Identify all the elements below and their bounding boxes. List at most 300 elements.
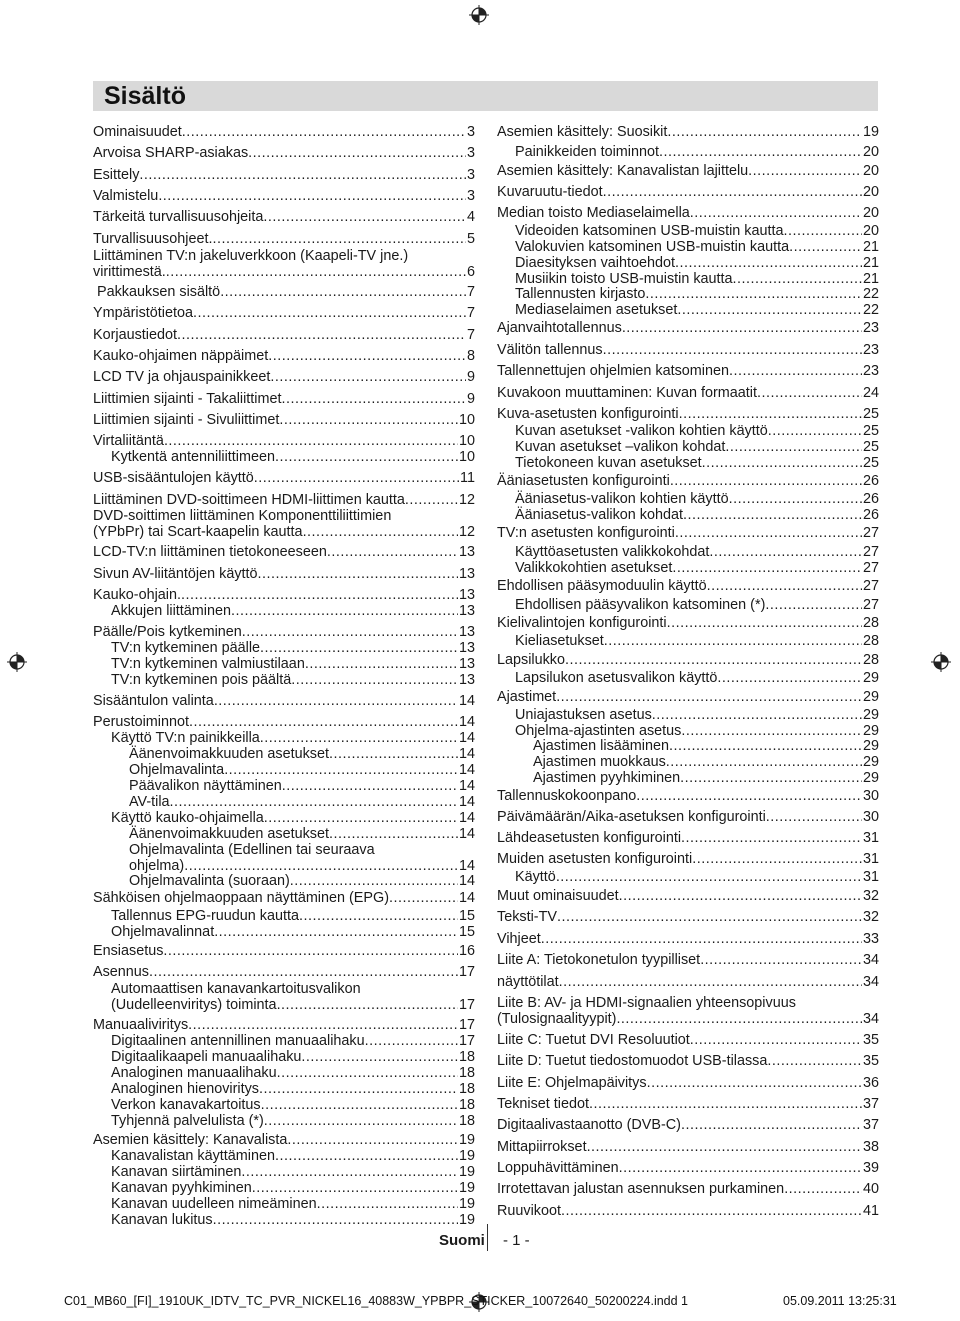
toc-page-number: 7 (466, 327, 475, 343)
toc-entry-title: Ehdollisen pääsymoduulin käyttö (497, 578, 707, 594)
toc-entry[interactable] (497, 525, 879, 541)
toc-dot-leader (541, 931, 862, 947)
toc-entry[interactable] (93, 1049, 475, 1065)
toc-page-number: 13 (458, 544, 475, 560)
toc-page-number: 23 (862, 342, 879, 358)
toc-entry[interactable] (93, 640, 475, 656)
toc-entry[interactable] (497, 1096, 879, 1112)
toc-entry[interactable] (497, 670, 879, 686)
toc-entry[interactable] (497, 909, 879, 925)
toc-entry-title: Asemien käsittely: Kanavalista (93, 1132, 288, 1148)
toc-dot-leader (170, 794, 458, 810)
toc-dot-leader (681, 723, 862, 739)
toc-entry[interactable] (497, 286, 879, 302)
toc-page-number: 26 (862, 473, 879, 489)
toc-entry[interactable] (93, 1196, 475, 1212)
toc-entry[interactable] (497, 888, 879, 904)
toc-page-number: 35 (862, 1032, 879, 1048)
toc-page-number: 23 (862, 363, 879, 379)
toc-entry[interactable] (93, 778, 475, 794)
toc-entry[interactable] (497, 439, 879, 455)
toc-entry[interactable] (93, 656, 475, 672)
toc-dot-leader (729, 363, 862, 379)
toc-dot-leader (241, 1164, 458, 1180)
toc-dot-leader (268, 348, 466, 364)
toc-dot-leader (303, 524, 458, 540)
toc-page-number: 13 (458, 566, 475, 582)
toc-page-number: 13 (458, 603, 475, 619)
toc-entry[interactable] (93, 1097, 475, 1113)
toc-entry-title: Ympäristötietoa (93, 305, 193, 321)
print-slug-date: 05.09.2011 13:25:31 (783, 1294, 897, 1308)
toc-entry-title: Digitaalinen antennillinen manuaalihaku (111, 1033, 365, 1049)
toc-entry[interactable] (497, 995, 879, 1027)
toc-page-number: 30 (862, 788, 879, 804)
toc-page-number: 14 (458, 693, 475, 709)
toc-page-number: 19 (458, 1212, 475, 1228)
toc-entry[interactable] (497, 738, 879, 754)
toc-entry[interactable] (93, 693, 475, 709)
toc-page-number: 29 (862, 707, 879, 723)
toc-entry-title: AV-tila (129, 794, 170, 810)
toc-page-number: 31 (862, 830, 879, 846)
toc-entry[interactable] (497, 633, 879, 649)
toc-entry[interactable] (93, 1180, 475, 1196)
toc-dot-leader (264, 1113, 458, 1129)
toc-entry-title: Välitön tallennus (497, 342, 603, 358)
toc-page-number: 17 (458, 997, 475, 1013)
toc-dot-leader (305, 656, 458, 672)
toc-page-number: 29 (862, 770, 879, 786)
toc-entry[interactable] (497, 770, 879, 786)
toc-entry[interactable] (497, 144, 879, 160)
toc-entry-title: Tyhjennä palvelulista (*) (111, 1113, 264, 1129)
toc-entry[interactable] (93, 167, 475, 183)
toc-entry-title: Virtaliitäntä (93, 433, 164, 449)
toc-entry[interactable] (93, 508, 475, 540)
toc-entry[interactable] (93, 544, 475, 560)
toc-dot-leader (690, 205, 862, 221)
toc-dot-leader (561, 1203, 862, 1219)
toc-entry[interactable] (93, 794, 475, 810)
toc-dot-leader (733, 271, 862, 287)
toc-dot-leader (652, 707, 862, 723)
toc-dot-leader (789, 239, 862, 255)
toc-page-number: 21 (862, 255, 879, 271)
toc-dot-leader (365, 1033, 458, 1049)
toc-entry-title: Käyttöasetusten valikkokohdat (515, 544, 710, 560)
toc-entry[interactable] (497, 320, 879, 336)
toc-entry[interactable] (93, 1164, 475, 1180)
toc-dot-leader (636, 788, 862, 804)
toc-entry[interactable] (93, 433, 475, 449)
toc-dot-leader (252, 1180, 458, 1196)
toc-entry-title: Äänenvoimakkuuden asetukset (129, 746, 330, 762)
toc-dot-leader (683, 507, 862, 523)
toc-page-number: 19 (458, 1196, 475, 1212)
toc-entry[interactable] (497, 809, 879, 825)
toc-dot-leader (619, 888, 862, 904)
toc-entry[interactable] (93, 873, 475, 889)
toc-entry[interactable] (93, 603, 475, 619)
toc-entry-title: Ohjelmavalinnat (111, 924, 215, 940)
toc-page-number: 14 (458, 714, 475, 730)
toc-page-number: 20 (862, 205, 879, 221)
toc-entry[interactable] (93, 587, 475, 603)
toc-page-number: 16 (458, 943, 475, 959)
toc-entry[interactable] (497, 869, 879, 885)
toc-entry[interactable] (93, 348, 475, 364)
toc-dot-leader (766, 809, 862, 825)
toc-dot-leader (556, 869, 862, 885)
toc-entry-title: Kanavan lukitus (111, 1212, 213, 1228)
toc-entry[interactable] (497, 615, 879, 631)
toc-dot-leader (213, 1212, 458, 1228)
toc-entry-title: Tallennus EPG-ruudun kautta (111, 908, 299, 924)
toc-entry-title: Ohjelmavalinta (129, 762, 225, 778)
toc-entry[interactable] (497, 223, 879, 239)
toc-entry-title: Tietokoneen kuvan asetukset (515, 455, 702, 471)
toc-dot-leader (224, 762, 458, 778)
toc-dot-leader (675, 255, 862, 271)
toc-entry[interactable] (93, 1212, 475, 1228)
toc-page-number: 7 (466, 284, 475, 300)
toc-dot-leader (264, 810, 458, 826)
toc-entry[interactable] (497, 163, 879, 179)
toc-page-number: 14 (458, 873, 475, 889)
toc-page-number: 12 (458, 524, 475, 540)
toc-page-number: 10 (458, 412, 475, 428)
toc-dot-leader (193, 305, 466, 321)
registration-mark-icon (469, 5, 489, 25)
toc-dot-leader (556, 689, 862, 705)
toc-entry[interactable] (93, 908, 475, 924)
toc-page-number: 18 (458, 1113, 475, 1129)
toc-dot-leader (669, 738, 862, 754)
toc-dot-leader (254, 470, 459, 486)
toc-dot-leader (681, 830, 862, 846)
toc-page-number: 36 (862, 1075, 879, 1091)
toc-entry-title: TV:n kytkeminen valmiustilaan (111, 656, 305, 672)
toc-entry[interactable] (93, 145, 475, 161)
title-bar (93, 81, 878, 111)
toc-entry-title: LCD-TV:n liittäminen tietokoneeseen (93, 544, 327, 560)
toc-dot-leader (619, 1160, 862, 1176)
toc-entry[interactable] (497, 578, 879, 594)
toc-entry[interactable] (497, 255, 879, 271)
toc-page-number: 20 (862, 144, 879, 160)
toc-page-number: 18 (458, 1097, 475, 1113)
toc-page-number: 17 (458, 1017, 475, 1033)
toc-entry-title: Kauko-ohjain. (93, 587, 182, 603)
toc-entry-title-line: Liite B: AV- ja HDMI-signaalien yhteensopivuus (497, 995, 796, 1011)
toc-page-number: 13 (458, 587, 475, 603)
toc-entry[interactable] (497, 385, 879, 401)
toc-entry[interactable] (93, 566, 475, 582)
toc-entry[interactable] (497, 974, 879, 990)
toc-entry[interactable] (497, 952, 879, 968)
toc-entry-title: Analoginen hienoviritys (111, 1081, 259, 1097)
toc-entry[interactable] (93, 826, 475, 842)
toc-entry[interactable] (93, 284, 475, 300)
toc-page-number: 40 (862, 1181, 879, 1197)
toc-entry[interactable] (93, 890, 475, 906)
toc-dot-leader (616, 1011, 862, 1027)
toc-entry[interactable] (497, 851, 879, 867)
toc-entry-title: Median toisto Mediaselaimella (497, 205, 690, 221)
toc-dot-leader (680, 770, 862, 786)
toc-dot-leader (329, 826, 458, 842)
registration-mark-icon (7, 652, 27, 672)
toc-entry[interactable] (497, 1203, 879, 1219)
toc-entry[interactable] (497, 473, 879, 489)
toc-entry[interactable] (93, 624, 475, 640)
toc-entry-title: Muiden asetusten konfigurointi (497, 851, 693, 867)
toc-dot-leader (242, 624, 458, 640)
toc-entry[interactable] (93, 470, 475, 486)
toc-entry[interactable] (93, 412, 475, 428)
toc-dot-leader (659, 144, 862, 160)
toc-entry[interactable] (497, 124, 879, 140)
toc-entry[interactable] (93, 1132, 475, 1148)
toc-entry-title: Kytkentä antenniliittimeen (111, 449, 275, 465)
footer-page-number: - 1 - (503, 1232, 530, 1249)
toc-dot-leader (282, 778, 458, 794)
toc-dot-leader (290, 873, 458, 889)
toc-entry[interactable] (497, 184, 879, 200)
toc-dot-leader (672, 560, 862, 576)
toc-entry[interactable] (93, 231, 475, 247)
toc-entry-title: Korjaustiedot (93, 327, 177, 343)
toc-page-number: 15 (458, 908, 475, 924)
toc-page-number: 12 (458, 492, 475, 508)
toc-page-number: 17 (458, 964, 475, 980)
toc-page-number: 39 (862, 1160, 879, 1176)
toc-entry[interactable] (93, 369, 475, 385)
toc-entry[interactable] (497, 239, 879, 255)
toc-entry[interactable] (93, 391, 475, 407)
toc-page-number: 25 (862, 406, 879, 422)
toc-entry-title: Mediaselaimen asetukset (515, 302, 678, 318)
toc-page-number: 41 (862, 1203, 879, 1219)
toc-entry[interactable] (497, 342, 879, 358)
toc-entry-title: Muut ominaisuudet (497, 888, 619, 904)
toc-entry[interactable] (497, 507, 879, 523)
toc-entry-title: Valmistelu (93, 188, 159, 204)
toc-entry[interactable] (497, 830, 879, 846)
toc-entry[interactable] (497, 406, 879, 422)
toc-page-number: 25 (862, 423, 879, 439)
toc-entry-title: Kuvaruutu-tiedot (497, 184, 603, 200)
toc-dot-leader (557, 909, 862, 925)
toc-entry-title: Kanavalistan käyttäminen (111, 1148, 275, 1164)
toc-dot-leader (260, 730, 458, 746)
toc-entry-title: Pakkauksen sisältö (97, 284, 221, 300)
toc-entry[interactable] (497, 931, 879, 947)
toc-entry[interactable] (93, 188, 475, 204)
toc-page-number: 35 (862, 1053, 879, 1069)
toc-entry-title: Liite D: Tuetut tiedostomuodot USB-tilassa (497, 1053, 768, 1069)
toc-entry-title: Kauko-ohjaimen näppäimet (93, 348, 269, 364)
toc-entry-title: Lapsilukko (497, 652, 565, 668)
toc-page-number: 15 (458, 924, 475, 940)
toc-entry[interactable] (497, 491, 879, 507)
toc-entry[interactable] (497, 723, 879, 739)
toc-entry[interactable] (497, 1160, 879, 1176)
toc-page-number: 9 (466, 369, 475, 385)
toc-entry[interactable] (93, 842, 475, 874)
toc-entry[interactable] (497, 423, 879, 439)
toc-entry-title: Manuaaliviritys (93, 1017, 189, 1033)
toc-page-number: 32 (862, 909, 879, 925)
toc-entry-title: Ääniasetus-valikon kohtien käyttö (515, 491, 729, 507)
toc-dot-leader (220, 284, 466, 300)
toc-page-number: 31 (862, 851, 879, 867)
toc-entry[interactable] (497, 1075, 879, 1091)
toc-entry-title: Ominaisuudet (93, 124, 182, 140)
toc-entry[interactable] (497, 271, 879, 287)
toc-entry[interactable] (497, 1117, 879, 1133)
toc-dot-leader (327, 544, 458, 560)
toc-page-number: 3 (466, 145, 475, 161)
toc-page-number: 33 (862, 931, 879, 947)
toc-entry-title: Sivun AV-liitäntöjen käyttö (93, 566, 258, 582)
toc-page-number: 14 (458, 826, 475, 842)
toc-entry-title: Sisääntulon valinta (93, 693, 214, 709)
toc-entry-title: Ajastimet (497, 689, 557, 705)
toc-entry[interactable] (93, 924, 475, 940)
toc-dot-leader (587, 1139, 862, 1155)
toc-entry[interactable] (497, 560, 879, 576)
toc-page-number: 19 (458, 1148, 475, 1164)
toc-entry-title: Sähköisen ohjelmaoppaan näyttäminen (EPG) (93, 890, 389, 906)
toc-entry[interactable] (93, 1113, 475, 1129)
toc-entry[interactable] (497, 363, 879, 379)
toc-entry[interactable] (497, 455, 879, 471)
toc-dot-leader (270, 369, 466, 385)
toc-entry[interactable] (497, 205, 879, 221)
toc-entry[interactable] (497, 788, 879, 804)
toc-entry[interactable] (93, 327, 475, 343)
toc-entry[interactable] (497, 707, 879, 723)
toc-entry[interactable] (93, 492, 475, 508)
toc-page-number: 20 (862, 223, 879, 239)
toc-dot-leader (670, 473, 862, 489)
toc-page-number: 26 (862, 507, 879, 523)
toc-page-number: 26 (862, 491, 879, 507)
toc-page-number: 28 (862, 652, 879, 668)
toc-dot-leader (667, 615, 862, 631)
toc-entry-title-line: Liittäminen TV:n jakeluverkkoon (Kaapeli-TV jne.) (93, 248, 409, 264)
toc-page-number: 7 (466, 305, 475, 321)
toc-entry[interactable] (497, 652, 879, 668)
toc-entry[interactable] (497, 754, 879, 770)
toc-page-number: 18 (458, 1081, 475, 1097)
toc-dot-leader (729, 491, 862, 507)
toc-entry[interactable] (93, 248, 475, 280)
toc-page-number: 18 (458, 1065, 475, 1081)
toc-entry-title: Musiikin toisto USB-muistin kautta (515, 271, 733, 287)
toc-page-number: 3 (466, 188, 475, 204)
toc-entry-title: Asennus (93, 964, 150, 980)
toc-entry[interactable] (93, 124, 475, 140)
toc-page-number: 14 (458, 762, 475, 778)
toc-entry[interactable] (497, 544, 879, 560)
toc-entry[interactable] (93, 746, 475, 762)
toc-entry-title: Kielivalintojen konfigurointi (497, 615, 667, 631)
toc-entry[interactable] (497, 689, 879, 705)
toc-entry-title: Ajanvaihtotallennus (497, 320, 622, 336)
toc-page-number: 38 (862, 1139, 879, 1155)
toc-entry-title: Kuvan asetukset –valikon kohdat (515, 439, 726, 455)
toc-dot-leader (603, 342, 862, 358)
toc-page-number: 22 (862, 302, 879, 318)
toc-entry[interactable] (93, 209, 475, 225)
toc-entry-title: Ajastimen pyyhkiminen (533, 770, 681, 786)
toc-entry[interactable] (93, 714, 475, 730)
toc-page-number: 32 (862, 888, 879, 904)
toc-page-number: 19 (458, 1180, 475, 1196)
toc-entry-title: Digitaalivastaanotto (DVB-C) (497, 1117, 681, 1133)
toc-dot-leader (182, 124, 466, 140)
toc-entry[interactable] (93, 305, 475, 321)
toc-entry[interactable] (497, 1139, 879, 1155)
toc-entry[interactable] (93, 1148, 475, 1164)
toc-page-number: 13 (458, 656, 475, 672)
toc-page-number: 27 (862, 544, 879, 560)
toc-entry-title: Analoginen manuaalihaku (111, 1065, 277, 1081)
toc-entry-title: Kieliasetukset (515, 633, 604, 649)
toc-entry[interactable] (93, 943, 475, 959)
toc-entry[interactable] (93, 981, 475, 1013)
toc-dot-leader (263, 209, 466, 225)
toc-entry[interactable] (497, 1032, 879, 1048)
toc-page-number: 14 (458, 730, 475, 746)
toc-entry[interactable] (497, 597, 879, 613)
toc-entry-title: Ensiasetus (93, 943, 164, 959)
toc-page-number: 34 (862, 1011, 879, 1027)
toc-entry[interactable] (93, 1081, 475, 1097)
toc-entry-title: Liite A: Tietokonetulon tyypilliset (497, 952, 701, 968)
toc-dot-leader (139, 167, 466, 183)
toc-entry[interactable] (93, 449, 475, 465)
toc-entry[interactable] (93, 762, 475, 778)
toc-entry[interactable] (93, 1033, 475, 1049)
toc-entry-title: Turvallisuusohjeet. (93, 231, 213, 247)
toc-page-number: 29 (862, 670, 879, 686)
toc-entry[interactable] (93, 730, 475, 746)
toc-entry[interactable] (93, 1065, 475, 1081)
toc-dot-leader (765, 597, 862, 613)
toc-entry[interactable] (497, 1181, 879, 1197)
toc-dot-leader (214, 693, 458, 709)
toc-entry-title: Äänenvoimakkuuden asetukset (129, 826, 330, 842)
toc-page-number: 3 (466, 167, 475, 183)
toc-entry[interactable] (497, 302, 879, 318)
toc-dot-leader (677, 302, 862, 318)
toc-dot-leader (212, 231, 466, 247)
toc-entry[interactable] (497, 1053, 879, 1069)
toc-entry[interactable] (93, 810, 475, 826)
toc-entry[interactable] (93, 964, 475, 980)
toc-dot-leader (565, 652, 862, 668)
toc-entry[interactable] (93, 1017, 475, 1033)
footer-language: Suomi (439, 1232, 485, 1249)
toc-entry[interactable] (93, 672, 475, 688)
toc-dot-leader (275, 1148, 458, 1164)
toc-page-number: 28 (862, 633, 879, 649)
toc-page-number: 19 (458, 1164, 475, 1180)
